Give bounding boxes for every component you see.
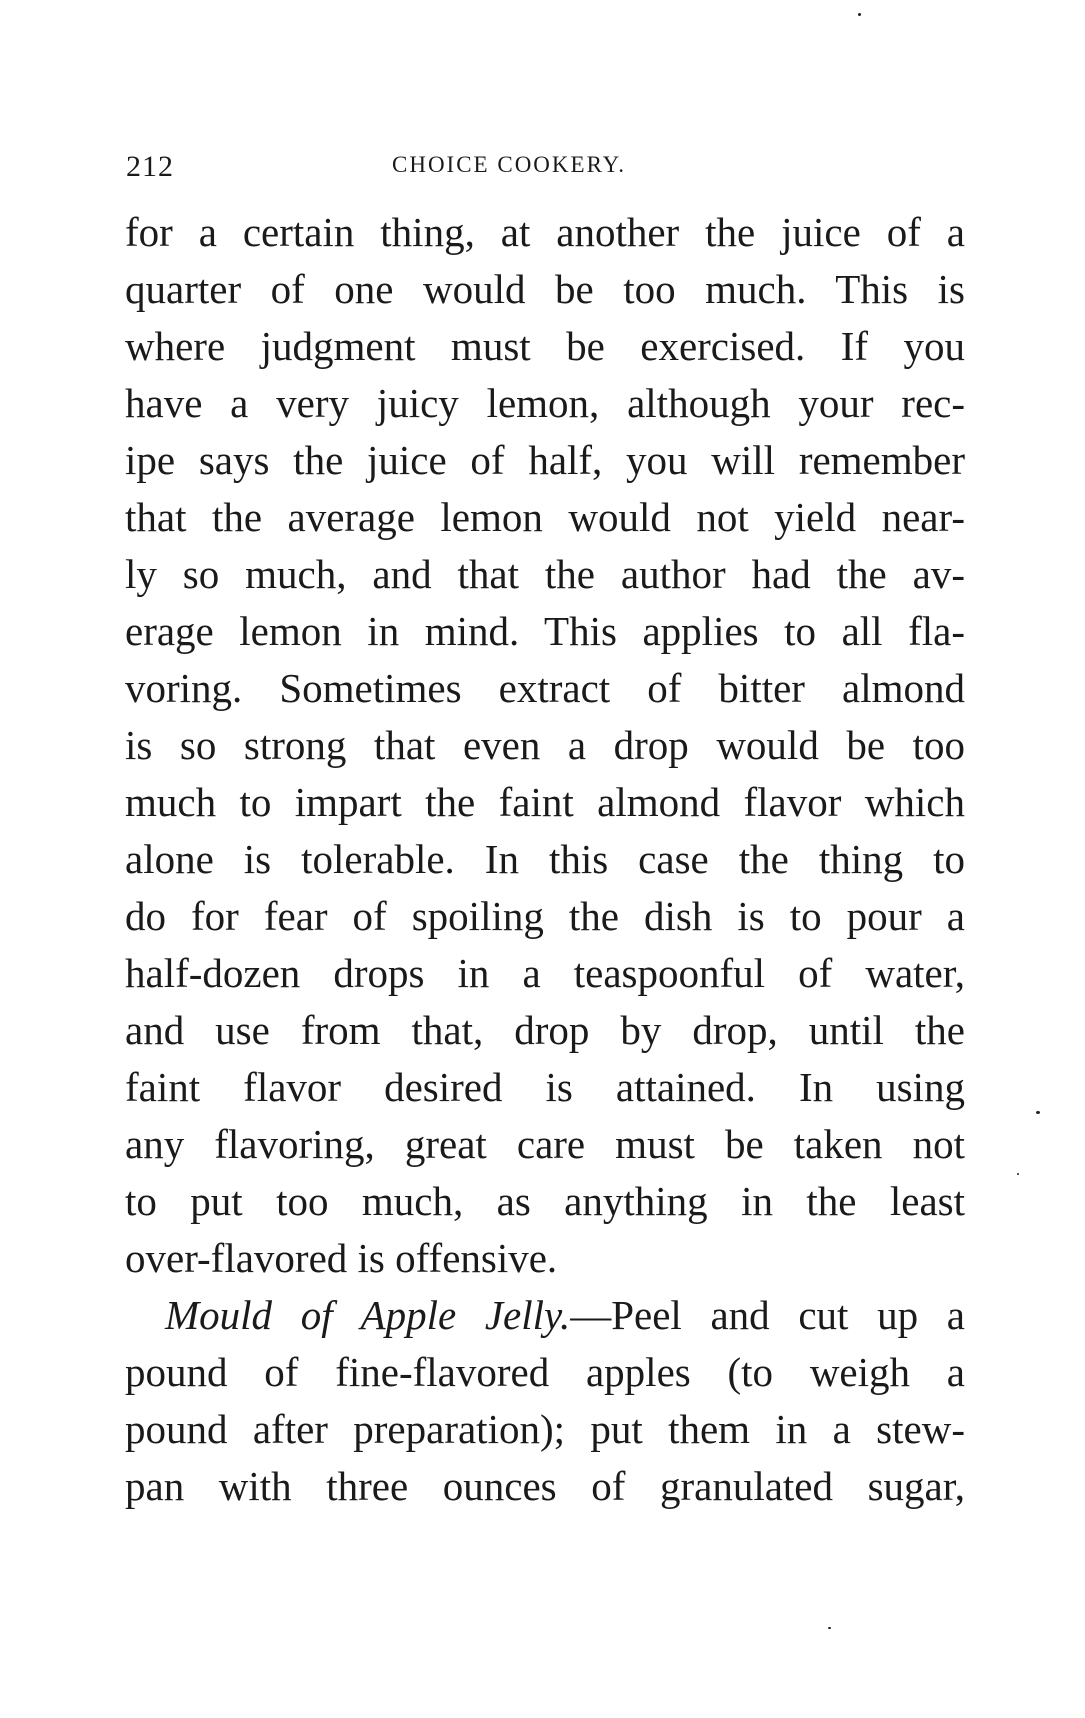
recipe-first-line-text: —Peel and cut up a bbox=[570, 1292, 965, 1338]
scan-speck bbox=[828, 1627, 831, 1629]
text-line: and use from that, drop by drop, until the bbox=[125, 1007, 965, 1053]
text-line: quarter of one would be too much. This is bbox=[125, 266, 965, 312]
text-line: pan with three ounces of granulated sugar, bbox=[125, 1463, 965, 1509]
page-number: 212 bbox=[126, 150, 174, 183]
running-head bbox=[126, 150, 826, 190]
text-line: ly so much, and that the author had the av- bbox=[125, 551, 965, 597]
text-line: erage lemon in mind. This applies to all fla- bbox=[125, 608, 965, 654]
text-line: is so strong that even a drop would be too bbox=[125, 722, 965, 768]
running-title: CHOICE COOKERY. bbox=[392, 152, 627, 177]
text-line: any flavoring, great care must be taken not bbox=[125, 1121, 965, 1167]
scan-speck bbox=[858, 13, 861, 16]
text-line: pound of fine-flavored apples (to weigh a bbox=[125, 1349, 965, 1395]
text-line: for a certain thing, at another the juice of a bbox=[125, 209, 965, 255]
text-line: pound after preparation); put them in a stew- bbox=[125, 1406, 965, 1452]
text-line: ipe says the juice of half, you will remember bbox=[125, 437, 965, 483]
scan-speck bbox=[1017, 1173, 1019, 1175]
text-line: half-dozen drops in a teaspoonful of water, bbox=[125, 950, 965, 996]
text-line: do for fear of spoiling the dish is to pour a bbox=[125, 893, 965, 939]
text-line: faint flavor desired is attained. In using bbox=[125, 1064, 965, 1110]
text-line: much to impart the faint almond flavor which bbox=[125, 779, 965, 825]
body-text bbox=[125, 204, 965, 1515]
scan-speck bbox=[1036, 1111, 1040, 1114]
text-line: where judgment must be exercised. If you bbox=[125, 323, 965, 369]
text-line: that the average lemon would not yield near- bbox=[125, 494, 965, 540]
text-line: to put too much, as anything in the least bbox=[125, 1178, 965, 1224]
text-line: have a very juicy lemon, although your rec- bbox=[125, 380, 965, 426]
recipe-first-line bbox=[125, 1287, 965, 1344]
text-line: alone is tolerable. In this case the thing to bbox=[125, 836, 965, 882]
text-line: voring. Sometimes extract of bitter almond bbox=[125, 665, 965, 711]
recipe-title: Mould of Apple Jelly. bbox=[165, 1292, 571, 1338]
text-line: over-flavored is offensive. bbox=[125, 1235, 558, 1281]
